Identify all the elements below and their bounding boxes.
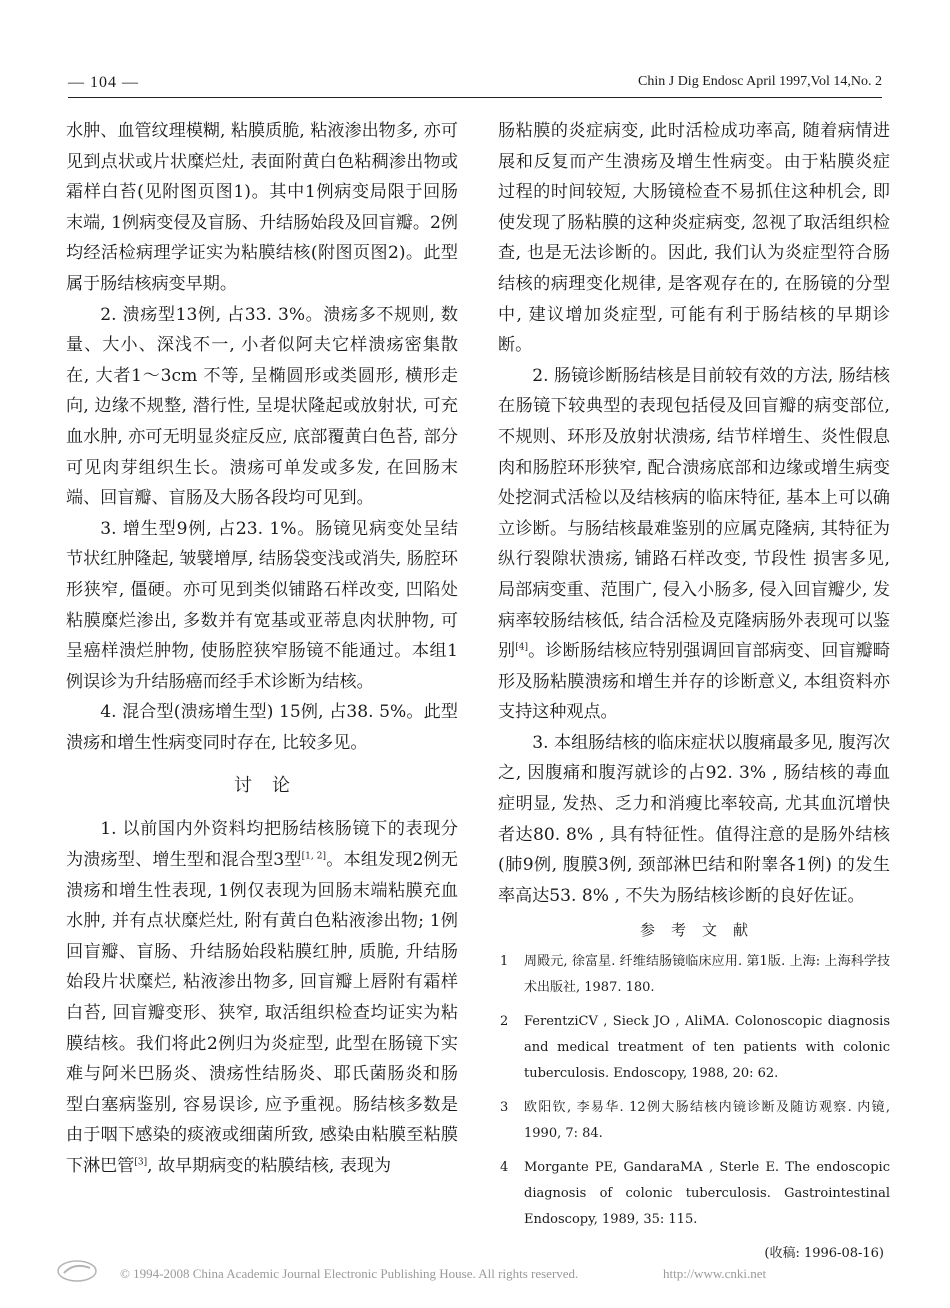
references-heading: 参考文献 bbox=[639, 921, 764, 940]
right-column bbox=[498, 116, 890, 1267]
paragraph-hyperplastic-type: 3. 增生型9例, 占23. 1%。肠镜见病变处呈结节状红肿隆起, 皱襞增厚, 结肠袋变浅或消失, 肠腔环形狭窄, 僵硬。亦可见到类似铺路石样改变, 凹陷处粘膜糜烂渗出, 多数并有宽基或亚蒂息肉状肿物, 可呈癌样溃烂肿物, 使肠腔狭窄肠镜不能通过。本组1例误诊为升结肠癌而经手术诊断为结核。 bbox=[66, 518, 458, 692]
journal-citation: Chin J Dig Endosc April 1997,Vol 14,No. 2 bbox=[638, 74, 882, 89]
reference-number: 1 bbox=[500, 954, 509, 970]
text-run: 2. 肠镜诊断肠结核是目前较有效的方法, 肠结核在肠镜下较典型的表现包括侵及回盲瓣的病变部位, 不规则、环形及放射状溃疡, 结节样增生、炎性假息肉和肠腔环形狭窄, 配合溃疡底部和边缘或增生病变处挖洞式活检以及结核病的临床特征, 基本上可以确立诊断。与肠结核最难鉴别的应属克隆病, 其特征为纵行裂隙状溃疡, 铺路石样改变, 节段性 损害多见, 局部病变重、范围广, 侵入小肠多, 侵入回盲瓣少, 发病率较肠结核低, 结合活检及克隆病肠外表现可以鉴别 bbox=[498, 365, 890, 662]
left-column bbox=[66, 116, 458, 1182]
reference-number: 2 bbox=[500, 1014, 509, 1030]
reference-item bbox=[498, 1155, 890, 1233]
received-date: (收稿: 1996-08-16) bbox=[764, 1246, 884, 1262]
citation: [3] bbox=[134, 1157, 148, 1168]
text-run: , 故早期病变的粘膜结核, 表现为 bbox=[147, 1156, 392, 1176]
copyright-notice: © 1994-2008 China Academic Journal Electronic Publishing House. All rights reserved. bbox=[120, 1266, 579, 1281]
text-run: 。诊断肠结核应特别强调回盲部病变、回盲瓣畸形及肠粘膜溃疡和增生并存的诊断意义, 本组资料亦支持这种观点。 bbox=[498, 641, 891, 723]
reference-number: 4 bbox=[500, 1160, 509, 1176]
reference-text: 周殿元, 徐富星. 纤维结肠镜临床应用. 第1版. 上海: 上海科学技术出版社, 1987. 180. bbox=[524, 954, 890, 996]
paragraph-inflammatory-cont: 水肿、血管纹理模糊, 粘膜质脆, 粘液渗出物多, 亦可见到点状或片状糜烂灶, 表面附黄白色粘稠渗出物或霜样白苔(见附图页图1)。其中1例病变局限于回肠末端, 1例病变侵及盲肠、升结肠始段及回盲瓣。2例均经活检病理学证实为粘膜结核(附图页图2)。此型属于肠结核病变早期。 bbox=[66, 121, 458, 294]
paragraph-discussion-3: 3. 本组肠结核的临床症状以腹痛最多见, 腹泻次之, 因腹痛和腹泻就诊的占92. 3% , 肠结核的毒血症明显, 发热、乏力和消瘦比率较高, 尤其血沉增快者达80. 8% , 具有特征性。值得注意的是肠外结核(肺9例, 腹膜3例, 颈部淋巴结和附睾各1例) 的发生率高达53. 8% , 不失为肠结核诊断的良好佐证。 bbox=[498, 732, 890, 906]
reference-text: Morgante PE, GandaraMA , Sterle E. The endoscopic diagnosis of colonic tuberculosis. Gastrointestinal Endoscopy, 1989, 35: 115. bbox=[524, 1160, 890, 1228]
paragraph-discussion-1-cont: 肠粘膜的炎症病变, 此时活检成功率高, 随着病情进展和反复而产生溃疡及增生性病变。由于粘膜炎症过程的时间较短, 大肠镜检查不易抓住这种机会, 即使发现了肠粘膜的这种炎症病变, 忽视了取活组织检查, 也是无法诊断的。因此, 我们认为炎症型符合肠结核的病理变化规律, 是客观存在的, 在肠镜的分型中, 建议增加炎症型, 可能有利于肠结核的早期诊断。 bbox=[498, 121, 890, 356]
text-run: 1. 以前国内外资料均把肠结核肠镜下的表现分为溃疡型、增生型和混合型3型 bbox=[66, 819, 458, 871]
citation: [4] bbox=[515, 642, 528, 653]
paragraph-mixed-type: 4. 混合型(溃疡增生型) 15例, 占38. 5%。此型溃疡和增生性病变同时存在, 比较多见。 bbox=[66, 702, 458, 753]
running-header bbox=[68, 74, 882, 96]
page-number: — 104 — bbox=[68, 74, 139, 91]
reference-list bbox=[498, 949, 890, 1233]
header-rule bbox=[68, 97, 882, 98]
paragraph-discussion-2 bbox=[498, 361, 890, 728]
reference-item bbox=[498, 1095, 890, 1147]
reference-item bbox=[498, 949, 890, 1001]
cnki-logo-icon bbox=[56, 1258, 98, 1284]
citation: [1, 2] bbox=[301, 851, 327, 862]
discussion-heading: 讨论 bbox=[234, 775, 310, 797]
reference-text: FerentziCV , Sieck JO , AliMA. Colonoscopic diagnosis and medical treatment of ten patients with colonic tuberculosis. Endoscopy, 1988, 20: 62. bbox=[524, 1014, 890, 1082]
reference-item bbox=[498, 1009, 890, 1087]
reference-number: 3 bbox=[500, 1100, 509, 1116]
cnki-link[interactable]: http://www.cnki.net bbox=[663, 1266, 767, 1281]
text-run: 。本组发现2例无溃疡和增生性表现, 1例仅表现为回肠末端粘膜充血水肿, 并有点状糜烂灶, 附有黄白色粘液渗出物; 1例回盲瓣、盲肠、升结肠始段粘膜红肿, 质脆, 升结肠始段片状糜烂, 粘液渗出物多, 回盲瓣上唇附有霜样白苔, 回盲瓣变形、狭窄, 取活组织检查均证实为粘膜结核。我们将此2例归为炎症型, 此型在肠镜下实难与阿米巴肠炎、溃疡性结肠炎、耶氏菌肠炎和肠型白塞病鉴别, 容易误诊, 应予重视。肠结核多数是由于咽下感染的痰液或细菌所致, 感染由粘膜至粘膜下淋巴管 bbox=[66, 850, 459, 1176]
reference-text: 欧阳钦, 李易华. 12例大肠结核内镜诊断及随访观察. 内镜, 1990, 7: 84. bbox=[524, 1100, 890, 1142]
paragraph-discussion-1 bbox=[66, 814, 458, 1181]
paragraph-ulcer-type: 2. 溃疡型13例, 占33. 3%。溃疡多不规则, 数量、大小、深浅不一, 小者似阿夫它样溃疡密集散在, 大者1～3cm 不等, 呈椭圆形或类圆形, 横形走向, 边缘不规整, 潜行性, 呈堤状隆起或放射状, 可充血水肿, 亦可无明显炎症反应, 底部覆黄白色苔, 部分可见肉芽组织生长。溃疡可单发或多发, 在回肠末端、回盲瓣、盲肠及大肠各段均可见到。 bbox=[66, 304, 458, 509]
footer bbox=[0, 1264, 950, 1288]
